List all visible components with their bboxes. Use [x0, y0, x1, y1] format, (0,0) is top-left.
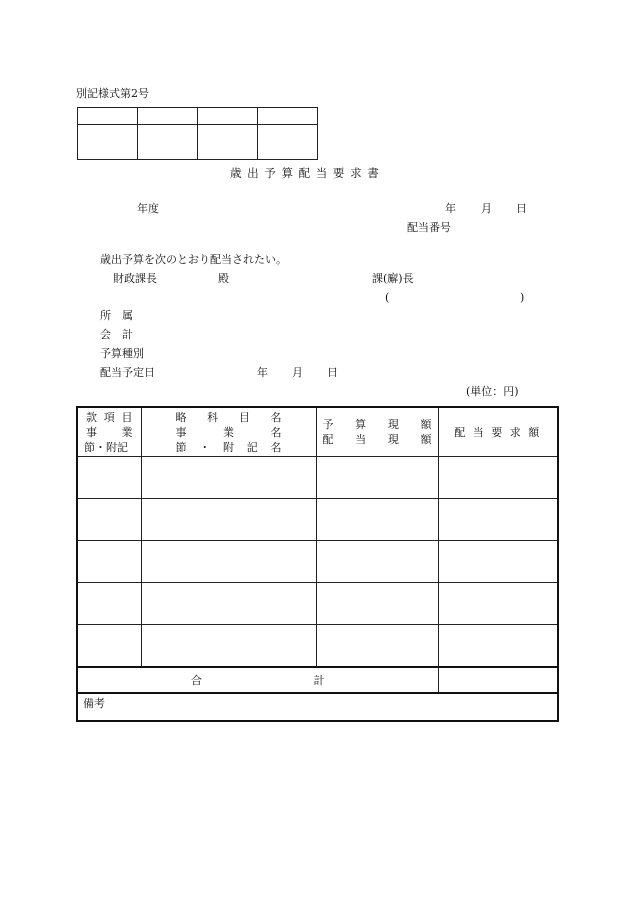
addressee: 財政課長 — [113, 272, 157, 285]
stamp-cell — [258, 108, 318, 125]
remarks-cell[interactable] — [77, 693, 558, 721]
cell-budget[interactable] — [316, 625, 438, 668]
stamp-cell — [198, 108, 258, 125]
department-label: 所 属 — [100, 309, 133, 322]
hdr-text: 算 — [355, 417, 367, 431]
hdr-text: 当 — [355, 432, 367, 446]
total-label-right: 計 — [313, 673, 325, 687]
cell-budget[interactable] — [316, 499, 438, 541]
stamp-cell — [138, 125, 198, 160]
cell-request[interactable] — [438, 541, 558, 583]
hdr-text: 事 — [86, 426, 97, 439]
cell-request[interactable] — [438, 457, 558, 499]
hdr-text: 配 — [322, 432, 334, 446]
cell-category[interactable] — [77, 541, 141, 583]
hdr-text: 業 — [223, 426, 234, 439]
table-row — [77, 499, 558, 541]
document-title: 歳 出 予 算 配 当 要 求 書 — [230, 166, 380, 180]
hdr-text: 配 当 要 求 額 — [454, 426, 542, 439]
date-month: 月 — [481, 202, 492, 215]
hdr-text: 科 — [207, 411, 219, 424]
hdr-text: 名 — [270, 426, 282, 439]
cell-name[interactable] — [141, 457, 316, 499]
cell-budget[interactable] — [316, 583, 438, 625]
hdr-text: 附 — [223, 441, 234, 454]
cell-name[interactable] — [141, 541, 316, 583]
cell-name[interactable] — [141, 583, 316, 625]
date-year: 年 — [445, 202, 456, 215]
hdr-text: 現 — [387, 432, 399, 446]
total-label-left: 合 — [191, 673, 202, 687]
fiscal-year-label: 年度 — [137, 202, 159, 215]
hdr-text: 額 — [420, 432, 432, 446]
stamp-box — [77, 107, 318, 160]
hdr-text: 項 — [103, 411, 115, 424]
scheduled-month: 月 — [292, 366, 303, 379]
cell-name[interactable] — [141, 499, 316, 541]
scheduled-year: 年 — [257, 366, 268, 379]
table-header — [77, 407, 558, 457]
hdr-text: 名 — [270, 441, 282, 454]
section-head: 課(廨)長 — [372, 272, 414, 285]
total-row — [77, 667, 558, 693]
stamp-cell — [198, 125, 258, 160]
cell-budget[interactable] — [316, 457, 438, 499]
table-row — [77, 625, 558, 668]
cell-name[interactable] — [141, 625, 316, 668]
header-col-abbrev-name — [141, 407, 316, 457]
remarks-row — [77, 693, 558, 721]
allocation-table — [76, 406, 559, 722]
stamp-cell — [78, 108, 138, 125]
allocation-number-label: 配当番号 — [407, 221, 451, 234]
hdr-text: 款 — [86, 411, 97, 424]
honorific: 殿 — [218, 272, 229, 285]
cell-request[interactable] — [438, 625, 558, 668]
form-number: 別記様式第2号 — [76, 87, 149, 100]
table-row — [77, 457, 558, 499]
header-col-request-amount — [438, 407, 558, 457]
hdr-text: 事 — [175, 426, 187, 439]
cell-category[interactable] — [77, 583, 141, 625]
hdr-text: 業 — [121, 426, 133, 439]
hdr-text: 節 — [175, 441, 187, 454]
scheduled-date-label: 配当予定日 — [100, 366, 155, 379]
table-row — [77, 583, 558, 625]
hdr-text: 現 — [387, 417, 399, 431]
hdr-text: 目 — [238, 411, 250, 424]
remarks-label: 備考 — [83, 697, 105, 710]
hdr-text: 名 — [270, 411, 282, 424]
hdr-text: 略 — [175, 411, 187, 424]
cell-request[interactable] — [438, 499, 558, 541]
total-label-cell — [77, 667, 438, 693]
cell-category[interactable] — [77, 499, 141, 541]
hdr-text: 予 — [322, 417, 334, 431]
scheduled-day: 日 — [327, 366, 338, 379]
paren-close: ) — [520, 291, 525, 304]
hdr-text: 額 — [420, 417, 432, 431]
cell-category[interactable] — [77, 625, 141, 668]
account-label: 会 計 — [100, 328, 133, 341]
request-statement: 歳出予算を次のとおり配当されたい。 — [100, 253, 287, 266]
cell-request[interactable] — [438, 583, 558, 625]
stamp-cell — [138, 108, 198, 125]
stamp-cell — [258, 125, 318, 160]
hdr-text: 記 — [246, 441, 258, 454]
hdr-text: ・ — [199, 441, 211, 454]
header-col-category — [77, 407, 141, 457]
header-col-budget-amount — [316, 407, 438, 457]
hdr-text: 目 — [121, 411, 133, 424]
date-day: 日 — [516, 202, 527, 215]
hdr-text: 節・附記 — [84, 441, 128, 454]
table-row — [77, 541, 558, 583]
paren-open: ( — [385, 291, 390, 304]
cell-category[interactable] — [77, 457, 141, 499]
budget-type-label: 予算種別 — [100, 347, 144, 360]
unit-label: (単位：円) — [466, 385, 519, 398]
total-amount-cell[interactable] — [438, 667, 558, 693]
cell-budget[interactable] — [316, 541, 438, 583]
stamp-cell — [78, 125, 138, 160]
